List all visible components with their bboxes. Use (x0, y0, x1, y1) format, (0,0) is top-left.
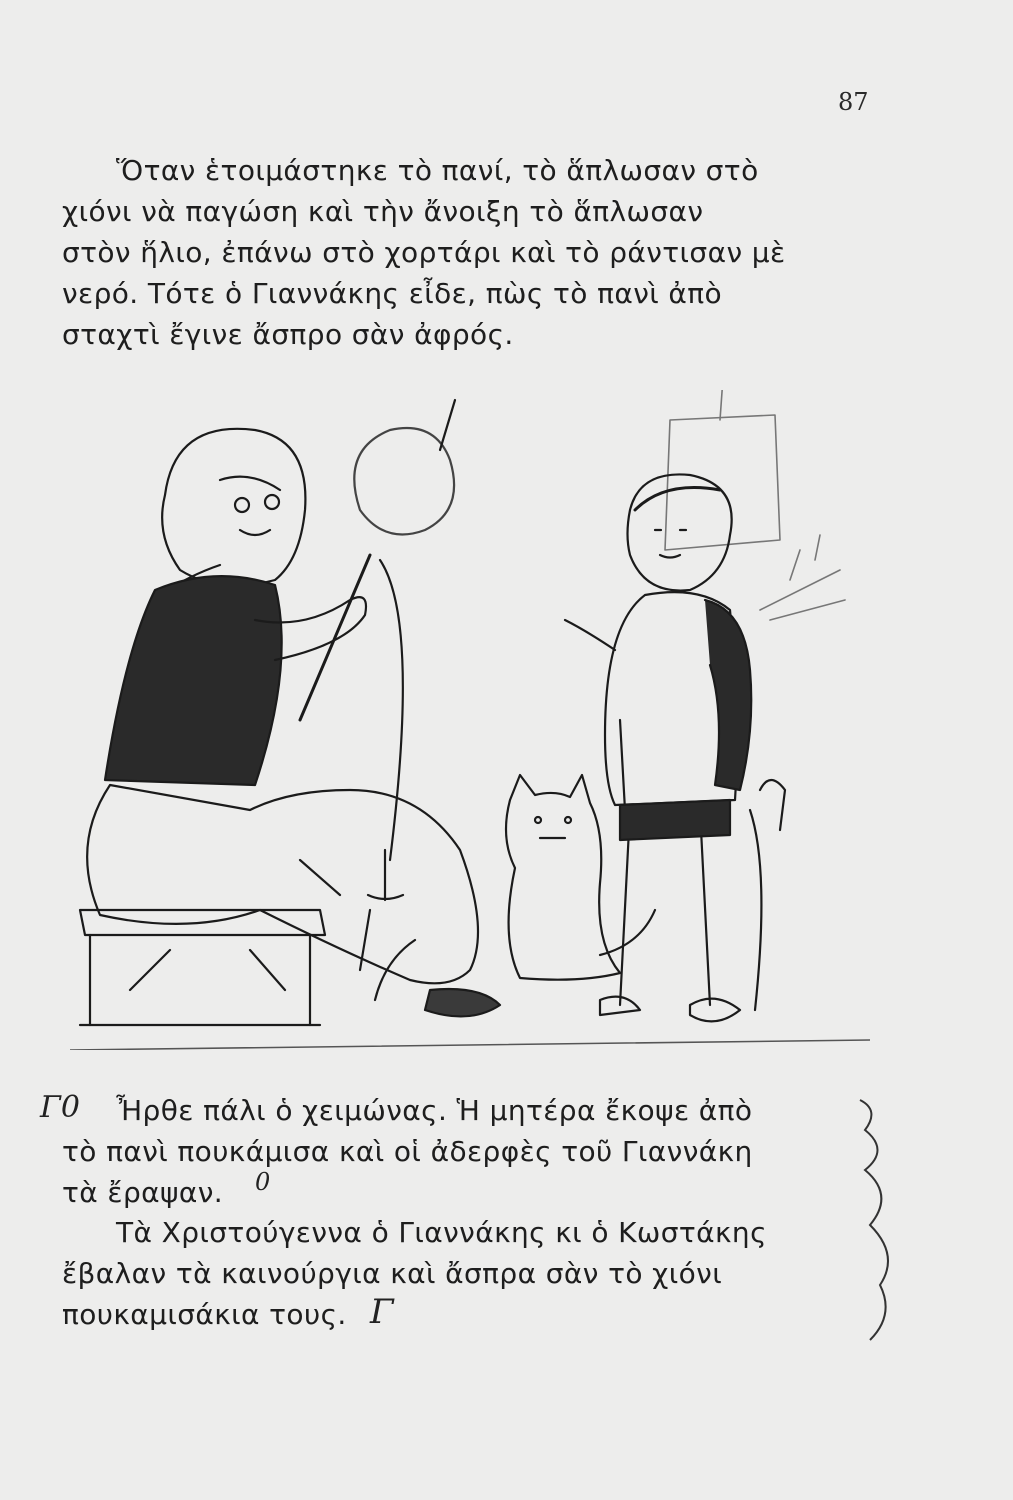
margin-scribble-icon (850, 1090, 910, 1350)
distaff-spindle-icon (300, 400, 455, 900)
paragraph-2 (62, 1090, 882, 1213)
text-line: χιόνι νὰ παγώση καὶ τὴν ἄνοιξη τὸ ἅπλωσαν (62, 195, 704, 228)
text-line: ἔβαλαν τὰ καινούργια καὶ ἄσπρα σὰν τὸ χιόνι (62, 1257, 723, 1290)
handwritten-mark: Γ0 (40, 1090, 80, 1125)
text-line: τὰ ἔραψαν. (62, 1176, 224, 1209)
paragraph-3 (62, 1212, 882, 1335)
drying-cloth-icon (665, 390, 845, 620)
grandmother-spinning-icon (87, 429, 500, 1017)
spinning-scene-illustration (70, 390, 870, 1050)
text-line: νερό. Τότε ὁ Γιαννάκης εἶδε, πὼς τὸ πανὶ ἀπὸ (62, 277, 723, 310)
text-line: πουκαμισάκια τους. (62, 1298, 347, 1331)
text-line: τὸ πανὶ πουκάμισα καὶ οἱ ἀδερφὲς τοῦ Γιαννάκη (62, 1135, 753, 1168)
paragraph-1 (62, 150, 882, 355)
text-line: σταχτὶ ἔγινε ἄσπρο σὰν ἀφρός. (62, 318, 514, 351)
page-number: 87 (838, 88, 869, 116)
text-line: Ἦρθε πάλι ὁ χειμώνας. Ἡ μητέρα ἔκοψε ἀπὸ (116, 1094, 753, 1127)
stool-icon (80, 910, 325, 1025)
handwritten-mark: Γ (370, 1292, 394, 1332)
handwritten-mark: 0 (255, 1168, 271, 1196)
text-line: στὸν ἥλιο, ἐπάνω στὸ χορτάρι καὶ τὸ ράντισαν μὲ (62, 236, 786, 269)
text-line: Τὰ Χριστούγεννα ὁ Γιαννάκης κι ὁ Κωστάκης (116, 1216, 767, 1249)
text-line: Ὅταν ἑτοιμάστηκε τὸ πανί, τὸ ἅπλωσαν στὸ (116, 154, 759, 187)
boy-icon (565, 474, 785, 1021)
